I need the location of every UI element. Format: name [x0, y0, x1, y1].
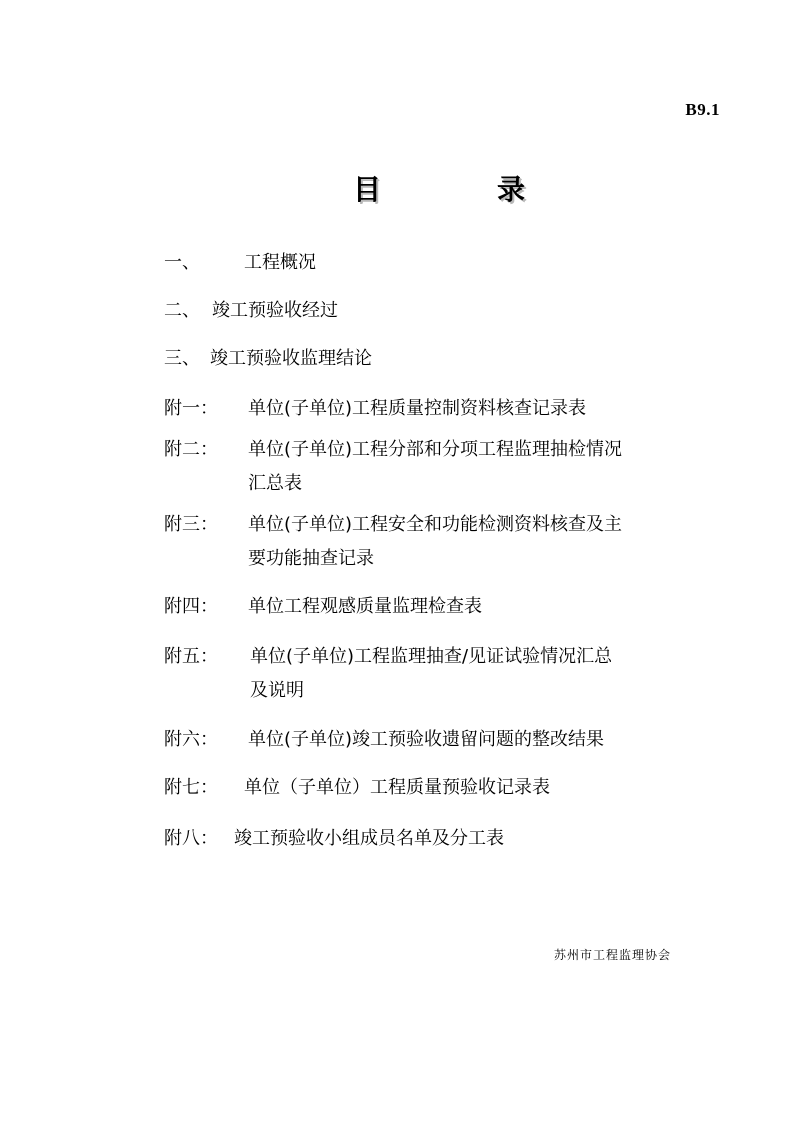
toc-entry-line: 单位工程观感质量监理检查表 — [248, 596, 482, 617]
toc-entry — [164, 392, 586, 426]
toc-entry-number: 一、 — [164, 252, 200, 273]
toc-entry — [164, 590, 482, 624]
toc-entry-number: 附八： — [164, 828, 218, 849]
toc-entry-text — [250, 640, 612, 708]
toc-entry-number: 附四： — [164, 596, 218, 617]
toc-entry — [164, 342, 372, 376]
toc-entry-text — [248, 590, 482, 624]
toc-entry-line: 单位(子单位)工程质量控制资料核查记录表 — [248, 398, 587, 419]
toc-entry-text — [248, 508, 622, 576]
toc-entry — [164, 246, 316, 280]
title-char-2: 录 — [497, 173, 526, 206]
toc-entry-line: 竣工预验收监理结论 — [210, 348, 372, 369]
toc-entry-number: 附五： — [164, 646, 218, 667]
toc-entry-text — [244, 771, 550, 805]
toc-entry — [164, 433, 622, 501]
toc-entry-number: 附三： — [164, 514, 218, 535]
toc-entry — [164, 723, 604, 757]
document-code: B9.1 — [685, 100, 720, 119]
toc-entry-text — [248, 392, 586, 426]
toc-entry-text — [234, 822, 504, 856]
toc-entry-line: 工程概况 — [244, 252, 316, 273]
toc-entry — [164, 640, 612, 708]
toc-entry-line: 要功能抽查记录 — [248, 548, 374, 569]
toc-entry-line: 竣工预验收小组成员名单及分工表 — [234, 828, 504, 849]
toc-entry-line: 汇总表 — [248, 473, 302, 494]
toc-entry-text — [248, 723, 604, 757]
toc-entry-line: 及说明 — [250, 680, 304, 701]
toc-entry-number: 附二： — [164, 439, 218, 460]
toc-entry-number: 三、 — [164, 348, 200, 369]
toc-entry-text — [210, 342, 372, 376]
toc-entry-text — [244, 246, 316, 280]
toc-entry-number: 二、 — [164, 300, 200, 321]
toc-entry-line: 单位（子单位）工程质量预验收记录表 — [244, 777, 550, 798]
toc-entry — [164, 294, 338, 328]
toc-entry-number: 附七： — [164, 777, 218, 798]
toc-entry-line: 单位(子单位)工程监理抽查/见证试验情况汇总 — [250, 646, 613, 667]
toc-entry — [164, 508, 622, 576]
toc-entry-text — [212, 294, 338, 328]
toc-entry-line: 竣工预验收经过 — [212, 300, 338, 321]
toc-entry — [164, 771, 550, 805]
toc-entry-line: 单位(子单位)工程分部和分项工程监理抽检情况 — [248, 439, 623, 460]
toc-entry — [164, 822, 504, 856]
toc-entry-line: 单位(子单位)竣工预验收遗留问题的整改结果 — [248, 729, 605, 750]
issuer-footer: 苏州市工程监理协会 — [554, 948, 672, 962]
title-char-1: 目 — [353, 173, 382, 206]
toc-entry-line: 单位(子单位)工程安全和功能检测资料核查及主 — [248, 514, 623, 535]
toc-entry-number: 附六： — [164, 729, 218, 750]
toc-entry-text — [248, 433, 622, 501]
toc-entry-number: 附一： — [164, 398, 218, 419]
